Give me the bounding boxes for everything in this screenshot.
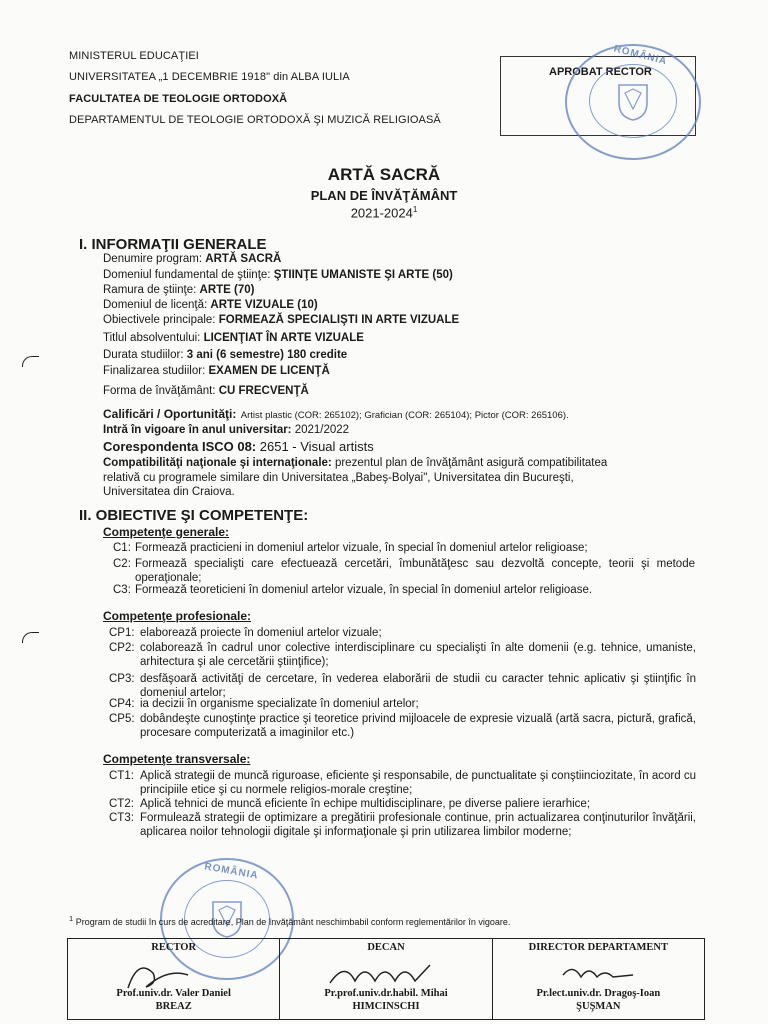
coat-of-arms-icon (615, 81, 651, 121)
rector-cell (68, 939, 280, 1020)
general-competence-code: C3: (113, 584, 131, 596)
compat-line3: Universitatea din Craiova. (103, 486, 235, 498)
dean-cell (280, 939, 492, 1020)
graduate-row: Titlul absolventului: LICENŢIAT ÎN ARTE VIZUALE (103, 332, 364, 344)
duration-row: Durata studiilor: 3 ani (6 semestre) 180 credite (103, 349, 348, 361)
compat-line2: relativă cu programele similare din Universitatea „Babeş-Bolyai", Universitatea din Bucureşti, (103, 472, 574, 484)
punch-mark (22, 356, 39, 367)
professional-competence-code: CP5: (109, 713, 135, 725)
faculty: FACULTATEA DE TEOLOGIE ORTODOXĂ (69, 93, 288, 105)
professional-competence-text: elaborează proiecte în domeniul artelor vizuale; (140, 627, 382, 639)
official-stamp (565, 44, 701, 160)
license-row: Domeniul de licenţă: ARTE VIZUALE (10) (103, 299, 318, 311)
page-title: ARTĂ SACRĂ (327, 165, 441, 184)
general-competences-title: Competenţe generale: (103, 525, 230, 539)
professional-competence-text: ia decizii în organisme specializate în domeniul artelor; (140, 698, 419, 710)
signature-table (67, 938, 705, 1020)
page-subtitle: PLAN DE ÎNVĂŢĂMÂNT (310, 188, 458, 203)
professional-competence-text: desfăşoară activităţi de cercetare, în vederea elaborării de studii cu caracter tehnic aplicativ şi ştiinţific în domeniul artelor; (140, 673, 696, 699)
transversal-competence-code: CT2: (109, 798, 134, 810)
professional-competences-title: Competenţe profesionale: (103, 609, 252, 623)
footnote-ref: 1 (412, 205, 418, 214)
professional-competence-code: CP3: (109, 673, 135, 685)
section2-heading: II. OBIECTIVE ŞI COMPETENŢE: (79, 507, 309, 524)
rector-title: RECTOR (151, 942, 197, 953)
director-name: Pr.lect.univ.dr. Dragoş-Ioan ŞUŞMAN (536, 988, 661, 1012)
general-competence-code: C2: (113, 558, 131, 570)
professional-competence-code: CP1: (109, 627, 135, 639)
compat-line1: Compatibilităţi naţionale şi internaţionale: prezentul plan de învăţământ asigură compatibilitatea (103, 457, 608, 469)
professional-competence-code: CP2: (109, 642, 135, 654)
professional-competence-text: colaborează în cadrul unor colective interdisciplinare cu specialişti în alte domenii (e.g. tehnice, umaniste, arhitectura şi ale cercetării ştiinţifice); (140, 642, 696, 668)
dean-name: Pr.prof.univ.dr.habil. Mihai HIMCINSCHI (324, 988, 448, 1012)
transversal-competence-text: Aplică tehnici de muncă eficiente în echipe multidisciplinare, pe diverse paliere ierarhice; (140, 798, 591, 810)
branch-row: Ramura de ştiinţe: ARTE (70) (103, 284, 255, 296)
transversal-competence-text: Formulează strategii de optimizare a pregătirii profesionale continue, prin actualizarea conţinuturilor învăţării, aplicarea noilor tehnologii digitale şi informaţionale şi prin utilizarea limbilor moderne; (140, 812, 696, 838)
section1-heading: I. INFORMAŢII GENERALE (79, 236, 267, 253)
program-row: Denumire program: ARTĂ SACRĂ (103, 253, 282, 265)
form-row: Forma de învăţământ: CU FRECVENŢĂ (103, 385, 309, 397)
general-competence-text: Formează specialişti care efectuează cercetări, îmbunătăţesc sau dezvoltă concepte, teorii şi metode operaţionale; (135, 558, 695, 584)
director-title: DIRECTOR DEPARTAMENT (528, 942, 668, 953)
transversal-competence-code: CT1: (109, 770, 134, 782)
isco-row: Corespondenta ISCO 08: 2651 - Visual artists (103, 439, 374, 454)
approval-label: APROBAT RECTOR (549, 66, 652, 78)
transversal-competence-code: CT3: (109, 812, 134, 824)
professional-competence-code: CP4: (109, 698, 135, 710)
domain-row: Domeniul fundamental de ştiinţe: ŞTIINŢE UMANISTE ŞI ARTE (50) (103, 269, 453, 281)
rector-name: Prof.univ.dr. Valer Daniel BREAZ (116, 988, 231, 1012)
qualifications-row: Calificări / Oportunităţi: Artist plastic (COR: 265102); Grafician (COR: 265104); Pictor (COR: 265106). (103, 407, 569, 421)
department: DEPARTAMENTUL DE TEOLOGIE ORTODOXĂ ŞI MUZICĂ RELIGIOASĂ (69, 114, 441, 126)
general-competence-text: Formează practicieni in domeniul artelor vizuale, în special în domeniul artelor religioase; (135, 542, 588, 554)
footnote: $^1$ Program de studii în curs de acreditare, Plan de învăţământ neschimbabil conform reglementărilor în vigoare. (69, 914, 511, 927)
completion-row: Finalizarea studiilor: EXAMEN DE LICENŢĂ (103, 365, 330, 377)
year-row: Intră în vigoare în anul universitar: 2021/2022 (103, 424, 350, 436)
dean-title: DECAN (367, 942, 405, 953)
stamp-text: ROMÂNIA (612, 43, 669, 68)
plan-years-value: 2021-2024 (350, 205, 413, 221)
professional-competence-text: dobândeşte cunoştinţe practice şi teoretice privind mijloacele de expresie vizuală (artă sacra, pictură, grafică, procesare computerizată a imaginilor etc.) (140, 713, 696, 739)
general-competence-text: Formează teoreticieni în domeniul artelor vizuale, în special în domeniul artelor religioase. (135, 584, 593, 596)
ministry: MINISTERUL EDUCAŢIEI (69, 50, 199, 62)
transversal-competence-text: Aplică strategii de muncă riguroase, eficiente şi responsabile, de punctualitate şi conştiinciozitate, în acord cu principiile etice şi cu normele religios-morale creştine; (140, 770, 696, 796)
director-cell (492, 939, 704, 1020)
transversal-competences-title: Competenţe transversale: (103, 752, 251, 766)
plan-years (0, 205, 768, 220)
objectives-row: Obiectivele principale: FORMEAZĂ SPECIALIŞTI IN ARTE VIZUALE (103, 314, 460, 326)
stamp-text: ROMÂNIA (203, 861, 260, 882)
university: UNIVERSITATEA „1 DECEMBRIE 1918" din ALBA IULIA (69, 71, 350, 83)
general-competence-code: C1: (113, 542, 131, 554)
punch-mark (22, 632, 39, 643)
